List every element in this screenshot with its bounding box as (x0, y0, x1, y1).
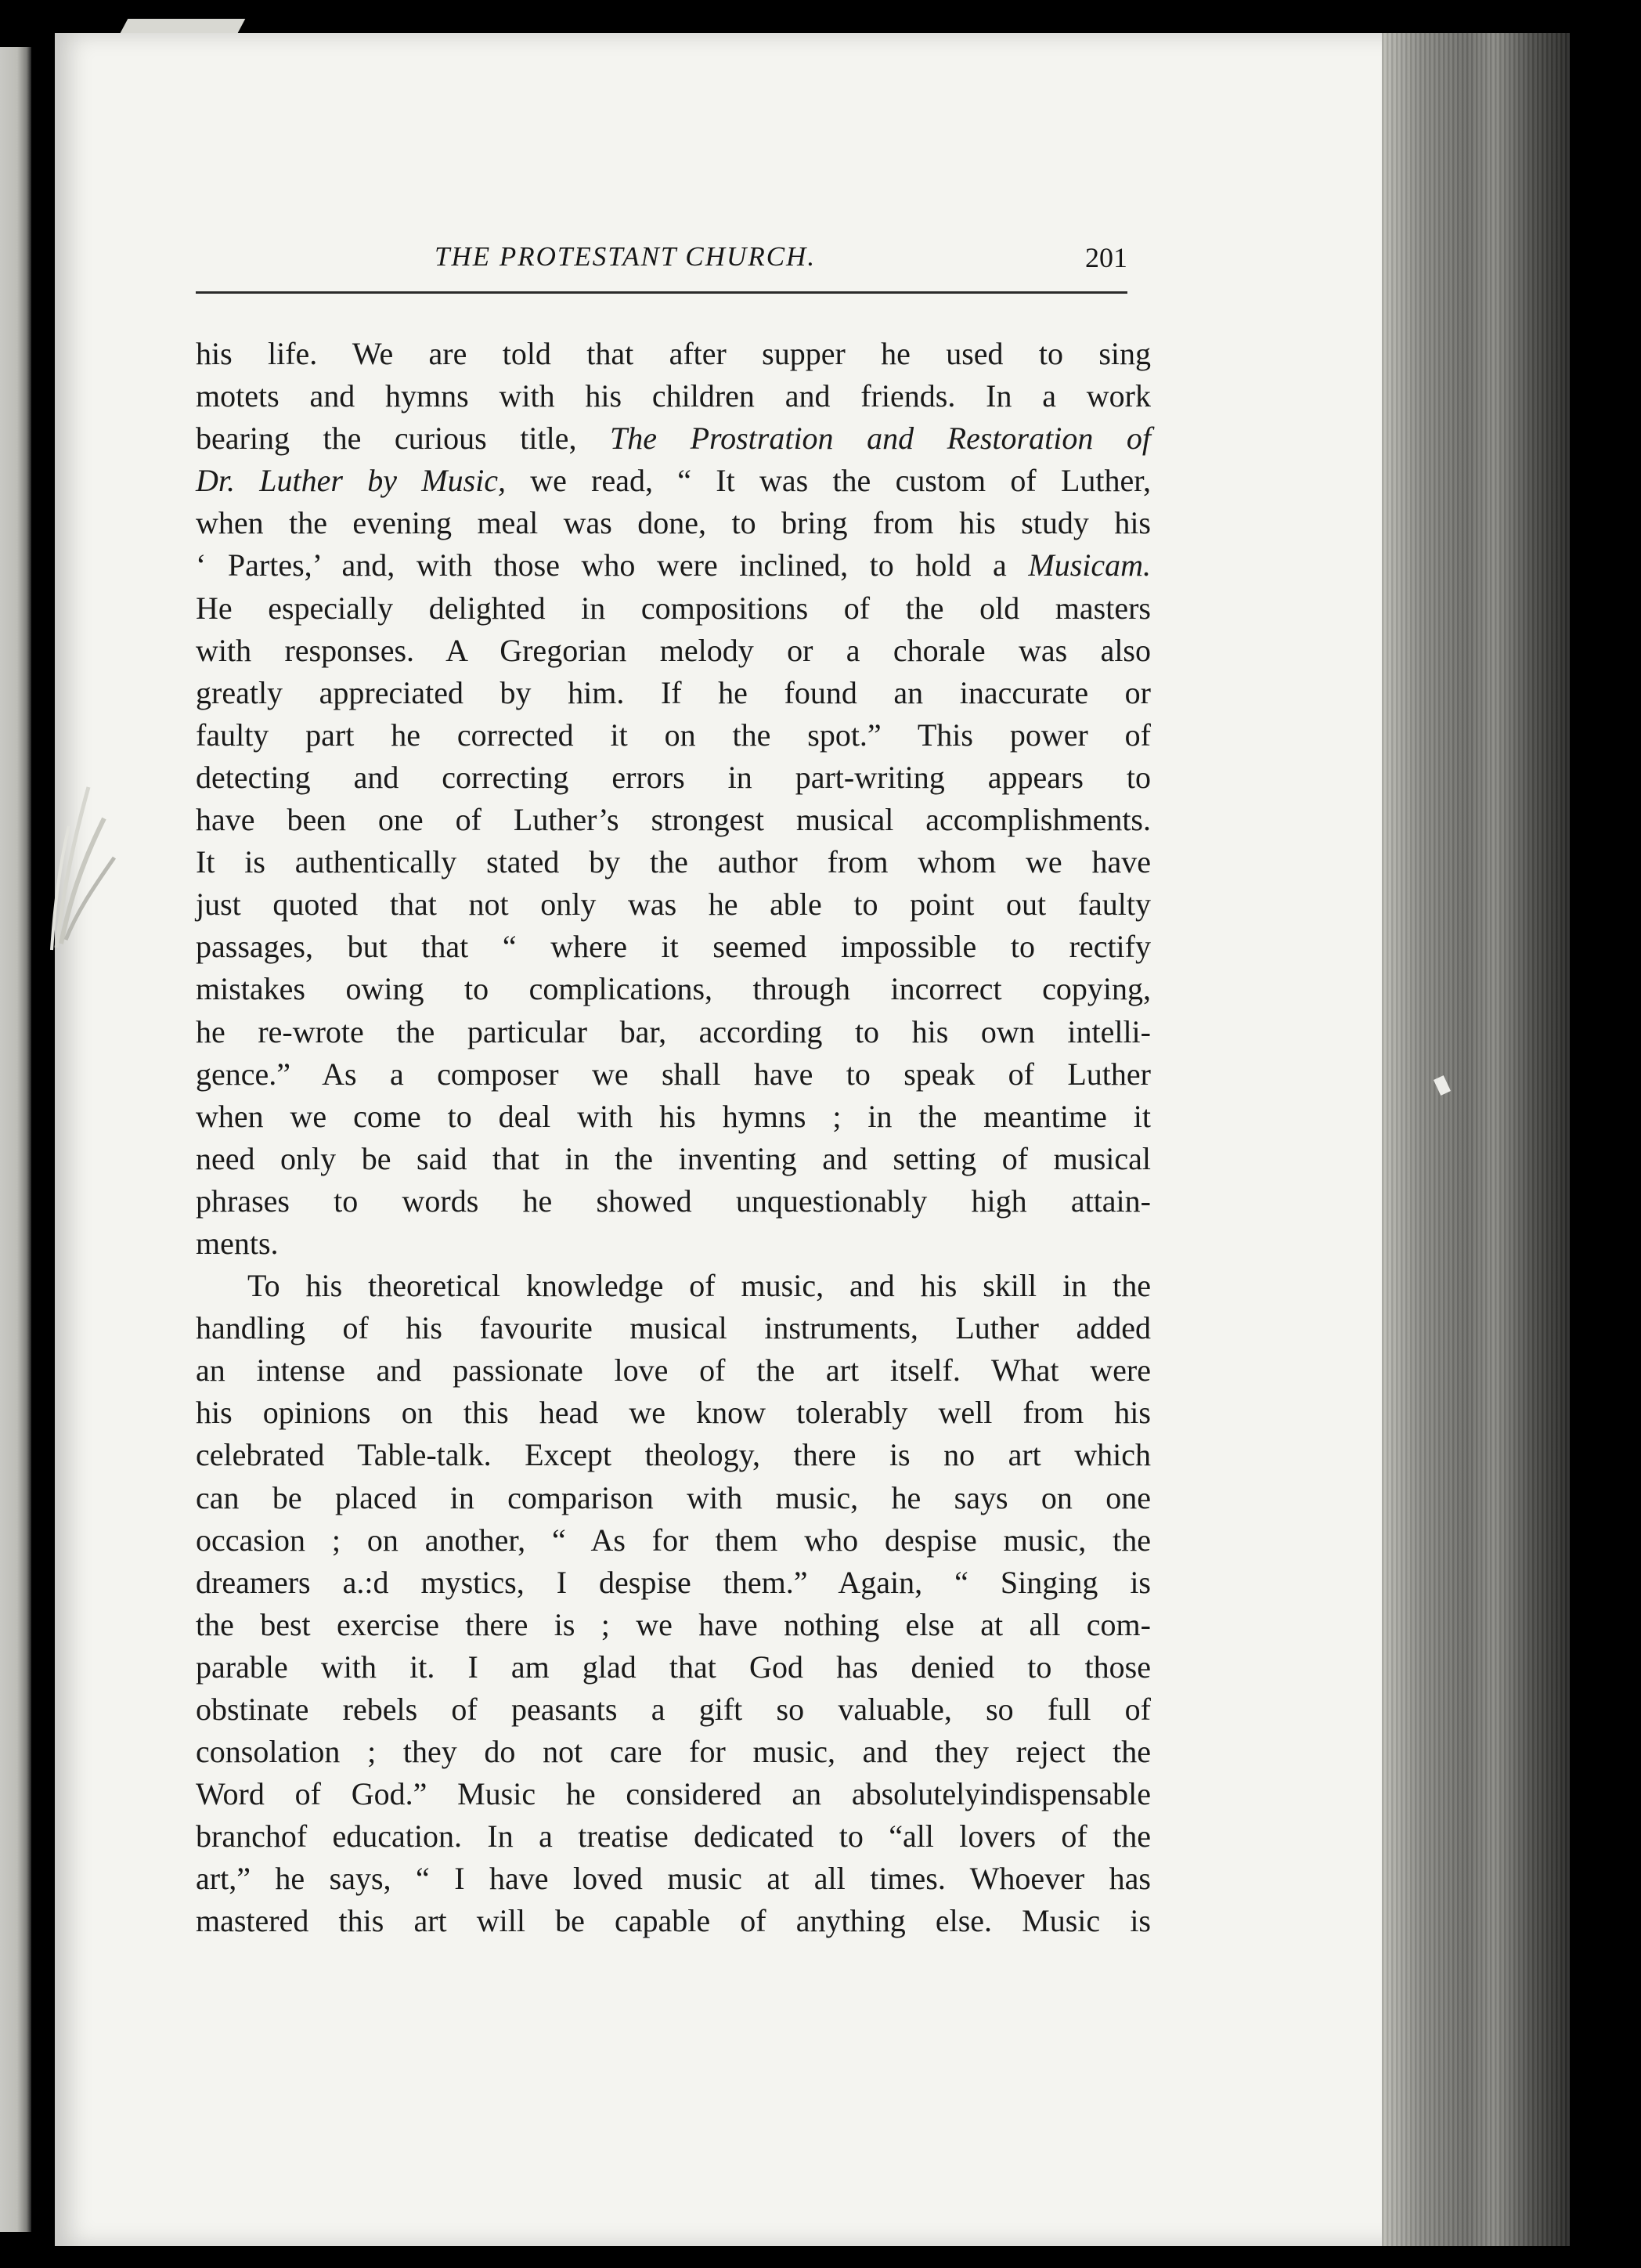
text-line (196, 417, 1151, 460)
running-head-title: THE PROTESTANT CHURCH. (435, 241, 817, 272)
text-line: passages, but that “ where it seemed impossible to rectify (196, 929, 1151, 965)
italic-word: Musicam. (1028, 547, 1152, 583)
text-line (196, 544, 1151, 587)
text-line: It is authentically stated by the author from whom we have (196, 844, 1151, 880)
text-line: have been one of Luther’s strongest musical accomplishments. (196, 802, 1151, 838)
text-line: his life. We are told that after supper he used to sing (196, 336, 1151, 371)
text-line: branchof education. In a treatise dedicated to “all lovers of the (196, 1818, 1151, 1854)
text-line: dreamers a.:d mystics, I despise them.” Again, “ Singing is (196, 1564, 1151, 1600)
text-run: bearing the curious title, (196, 421, 577, 457)
text-line: consolation ; they do not care for music, and they reject the (196, 1734, 1151, 1770)
text-line: art,” he says, “ I have loved music at all times. Whoever has (196, 1861, 1151, 1897)
ribbon-fringe (45, 771, 116, 952)
text-line: motets and hymns with his children and friends. In a work (196, 378, 1151, 414)
facing-page-edge (0, 47, 31, 2232)
text-line: mastered this art will be capable of anything else. Music is (196, 1903, 1151, 1939)
text-line: his opinions on this head we know tolerably well from his (196, 1395, 1151, 1431)
text-line: detecting and correcting errors in part-writing appears to (196, 759, 1151, 795)
text-line: handling of his favourite musical instruments, Luther added (196, 1310, 1151, 1346)
text-run: ‘ Partes,’ and, with those who were inclined, to hold a (196, 547, 1007, 583)
text-line: occasion ; on another, “ As for them who despise music, the (196, 1522, 1151, 1558)
text-line: faulty part he corrected it on the spot.” This power of (196, 717, 1151, 753)
text-line: celebrated Table-talk. Except theology, there is no art which (196, 1437, 1151, 1473)
text-line: he re-wrote the particular bar, according to his own intelli- (196, 1013, 1151, 1049)
header-rule (196, 291, 1127, 294)
text-line: the best exercise there is ; we have nothing else at all com- (196, 1606, 1151, 1642)
text-line: can be placed in comparison with music, he says on one (196, 1479, 1151, 1515)
text-line: gence.” As a composer we shall have to speak of Luther (196, 1056, 1151, 1092)
text-line: with responses. A Gregorian melody or a chorale was also (196, 632, 1151, 668)
page-fore-edge (1382, 33, 1570, 2246)
text-line: mistakes owing to complications, through incorrect copying, (196, 971, 1151, 1007)
text-line: phrases to words he showed unquestionably high attain- (196, 1183, 1151, 1219)
text-run: we read, “ It was the custom of Luther, (506, 463, 1151, 499)
text-line: greatly appreciated by him. If he found an inaccurate or (196, 674, 1151, 710)
text-line: need only be said that in the inventing and setting of musical (196, 1140, 1151, 1176)
page-number: 201 (1085, 242, 1127, 273)
text-line (196, 460, 1151, 502)
book-title-italic: The Prostration and Restoration of (610, 421, 1152, 457)
book-title-italic: Dr. Luther by Music, (196, 463, 506, 499)
text-line: Word of God.” Music he considered an absolutelyindispensable (196, 1776, 1151, 1812)
text-line: obstinate rebels of peasants a gift so valuable, so full of (196, 1692, 1151, 1727)
text-line: when we come to deal with his hymns ; in the meantime it (196, 1098, 1151, 1134)
text-line: ments. (196, 1225, 279, 1261)
text-line: an intense and passionate love of the art itself. What were (196, 1352, 1151, 1389)
text-line: To his theoretical knowledge of music, and his skill in the (247, 1268, 1151, 1304)
text-line: just quoted that not only was he able to point out faulty (196, 887, 1151, 923)
text-line: when the evening meal was done, to bring from his study his (196, 505, 1151, 541)
text-line: parable with it. I am glad that God has denied to those (196, 1649, 1151, 1685)
body-text (196, 333, 1151, 1943)
running-head (196, 241, 1127, 280)
text-line: He especially delighted in compositions of the old masters (196, 590, 1151, 626)
